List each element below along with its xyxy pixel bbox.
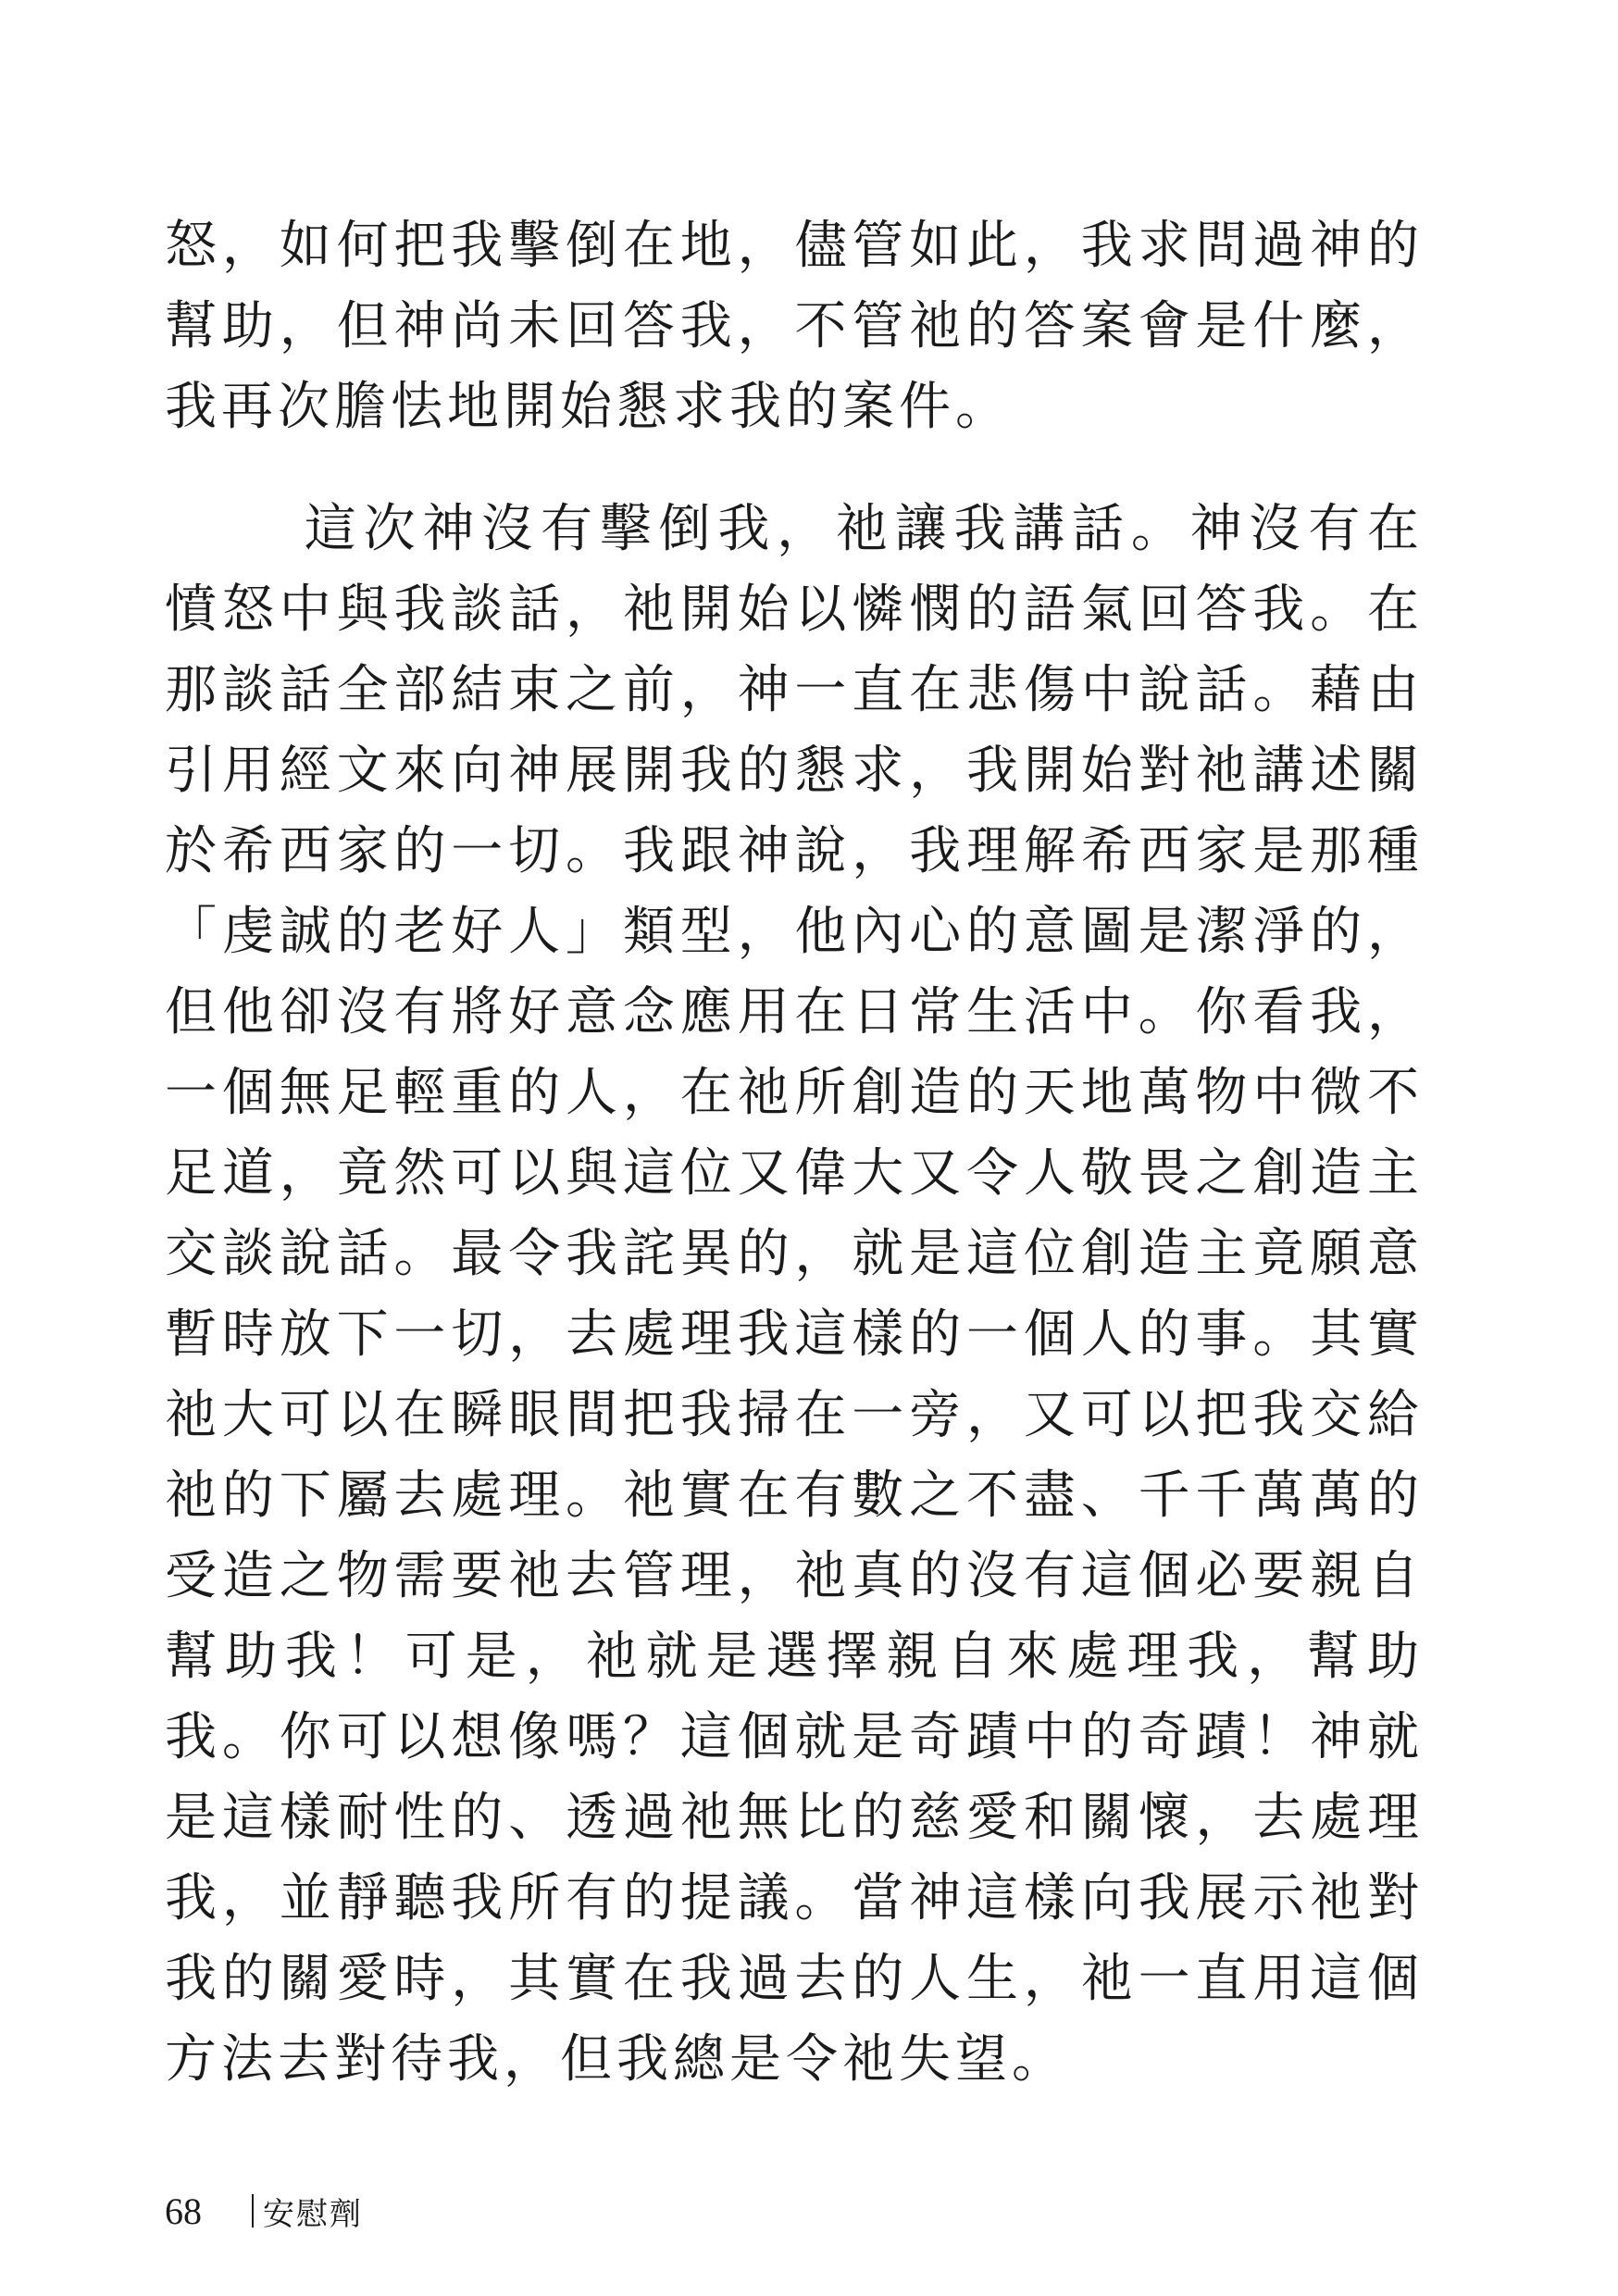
running-title: 安慰劑 (263, 2195, 363, 2233)
body-paragraph-2 (165, 489, 1424, 2100)
page-footer (165, 2183, 363, 2239)
footer-divider (252, 2194, 254, 2227)
paragraph-2-text: 這次神沒有擊倒我，祂讓我講話。神沒有在憤怒中與我談話，祂開始以憐憫的語氣回答我。在那談話全部結束之前，神一直在悲傷中說話。藉由引用經文來向神展開我的懇求，我開始對祂講述關於希西家的一切。我跟神說，我理解希西家是那種「虔誠的老好人」類型，他內心的意圖是潔淨的，但他卻沒有將好意念應用在日常生活中。你看我，一個無足輕重的人，在祂所創造的天地萬物中微不足道，竟然可以與這位又偉大又令人敬畏之創造主交談說話。最令我詫異的，就是這位創造主竟願意暫時放下一切，去處理我這樣的一個人的事。其實祂大可以在瞬眼間把我掃在一旁，又可以把我交給祂的下屬去處理。祂實在有數之不盡、千千萬萬的受造之物需要祂去管理，祂真的沒有這個必要親自幫助我！可是，祂就是選擇親自來處理我，幫助我。你可以想像嗎？這個就是奇蹟中的奇蹟！神就是這樣耐性的、透過祂無比的慈愛和關懷，去處理我，並靜聽我所有的提議。當神這樣向我展示祂對我的關愛時，其實在我過去的人生，祂一直用這個方法去對待我，但我總是令祂失望。 (165, 499, 1424, 2090)
body-paragraph-1 (165, 206, 1424, 447)
paragraph-1-text: 怒，如何把我擊倒在地，儘管如此，我求問過神的幫助，但神尚未回答我，不管祂的答案會是什麼，我再次膽怯地開始懇求我的案件。 (165, 216, 1424, 437)
page-number: 68 (165, 2190, 202, 2232)
